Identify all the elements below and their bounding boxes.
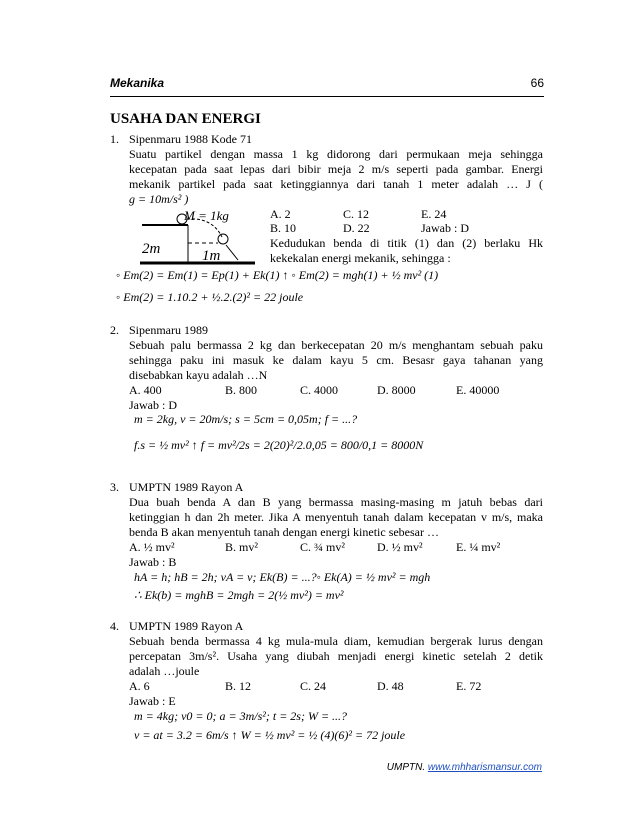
problem-4-option-a: A. 6 bbox=[129, 679, 150, 693]
problem-1-work-line: ◦ Em(2) = Em(1) = Ep(1) + Ek(1) ↑ ◦ Em(2) = mgh(1) + ½ mv² (1) bbox=[116, 268, 439, 282]
problem-2-number: 2. bbox=[110, 323, 119, 337]
table-projectile-figure bbox=[140, 205, 260, 265]
footer-website-link[interactable]: www.mhharismansur.com bbox=[427, 762, 542, 773]
problem-4-option-b: B. 12 bbox=[225, 679, 252, 693]
problem-2-option-a: A. 400 bbox=[129, 383, 162, 397]
problem-2-question-line: Sebuah palu bermassa 2 kg dan berkecepatan 20 m/s menghantam sebuah paku bbox=[129, 338, 543, 352]
running-header-section: Mekanika bbox=[110, 76, 165, 90]
problem-2-work-line: m = 2kg, v = 20m/s; s = 5cm = 0,05m; f = ...? bbox=[134, 412, 358, 426]
figure-point-height-label: 1m bbox=[202, 248, 221, 264]
problem-3-option-d: D. ½ mv² bbox=[377, 540, 423, 554]
problem-4-question-line: percepatan 3m/s². Usaha yang diubah menjadi energi kinetic setelah 2 detik bbox=[129, 649, 543, 663]
problem-1-explanation-line: kekekalan energi mekanik, sehingga : bbox=[270, 251, 451, 265]
problem-3-option-a: A. ½ mv² bbox=[129, 540, 175, 554]
header-rule bbox=[110, 96, 544, 97]
problem-4-option-d: D. 48 bbox=[377, 679, 404, 693]
problem-1-question-line: kecepatan pada saat lepas dari bibir meja 2 m/s seperti pada gambar. Energi bbox=[129, 162, 543, 176]
particle-in-air bbox=[218, 234, 228, 244]
problem-2-question-line: sehingga paku ini masuk ke dalam kayu 5 cm. Besasr gaya tahanan yang bbox=[129, 353, 543, 367]
problem-1-work-line: ◦ Em(2) = 1.10.2 + ½.2.(2)² = 22 joule bbox=[116, 290, 304, 304]
problem-4-answer: Jawab : E bbox=[129, 694, 176, 708]
footer-prefix: UMPTN. bbox=[386, 762, 426, 773]
problem-3-option-e: E. ¼ mv² bbox=[456, 540, 501, 554]
problem-1-option-c: C. 12 bbox=[343, 207, 370, 221]
problem-1-explanation-line: Kedudukan benda di titik (1) dan (2) berlaku Hk bbox=[270, 236, 543, 250]
problem-1-option-e: E. 24 bbox=[421, 207, 447, 221]
problem-2-option-c: C. 4000 bbox=[300, 383, 339, 397]
chapter-title: USAHA DAN ENERGI bbox=[110, 111, 261, 127]
problem-2-work-line: f.s = ½ mv² ↑ f = mv²/2s = 2(20)²/2.0,05 = 800/0,1 = 8000N bbox=[134, 438, 424, 452]
problem-3-work-line: hA = h; hB = 2h; vA = v; Ek(B) = ...?◦ Ek(A) = ½ mv² = mgh bbox=[134, 570, 431, 584]
problem-2-option-e: E. 40000 bbox=[456, 383, 500, 397]
problem-2-option-b: B. 800 bbox=[225, 383, 258, 397]
velocity-arrow bbox=[226, 245, 238, 260]
problem-4-number: 4. bbox=[110, 619, 119, 633]
page-footer bbox=[387, 760, 542, 775]
problem-3-number: 3. bbox=[110, 480, 119, 494]
problem-1-number: 1. bbox=[110, 132, 119, 146]
problem-1-question-line: Suatu partikel dengan massa 1 kg didorong dari permukaan meja sehingga bbox=[129, 147, 543, 161]
problem-1-source: Sipenmaru 1988 Kode 71 bbox=[129, 132, 252, 146]
problem-4-question-line: Sebuah benda bermassa 4 kg mula-mula diam, kemudian bergerak lurus dengan bbox=[129, 634, 543, 648]
problem-3-option-c: C. ¾ mv² bbox=[300, 540, 345, 554]
problem-3-question-line: ketinggian h dan 2h meter. Jika A menyentuh tanah dalam kecepatan v m/s, maka bbox=[129, 510, 543, 524]
problem-4-question-line: adalah …joule bbox=[129, 664, 200, 678]
problem-1-question-line: g = 10m/s² ) bbox=[129, 192, 189, 206]
problem-3-question-line: Dua buah benda A dan B yang bermassa masing-masing m jatuh bebas dari bbox=[129, 495, 543, 509]
problem-3-option-b: B. mv² bbox=[225, 540, 258, 554]
problem-4-option-c: C. 24 bbox=[300, 679, 327, 693]
problem-3-answer: Jawab : B bbox=[129, 555, 177, 569]
problem-1-option-b: B. 10 bbox=[270, 221, 297, 235]
problem-2-option-d: D. 8000 bbox=[377, 383, 416, 397]
problem-3-source: UMPTN 1989 Rayon A bbox=[129, 480, 244, 494]
problem-2-answer: Jawab : D bbox=[129, 398, 177, 412]
problem-1-answer: Jawab : D bbox=[421, 221, 469, 235]
problem-1-question-line: mekanik partikel pada saat ketinggiannya dari tanah 1 meter adalah … J ( bbox=[129, 177, 543, 191]
problem-2-question-line: disebabkan kayu adalah …N bbox=[129, 368, 268, 382]
figure-mass-label: M = 1kg bbox=[184, 208, 229, 223]
problem-3-question-line: benda B akan menyentuh tanah dengan energi kinetic sebesar … bbox=[129, 525, 440, 539]
problem-4-option-e: E. 72 bbox=[456, 679, 482, 693]
page-number: 66 bbox=[530, 76, 544, 90]
problem-3-work-line: ∴ Ek(b) = mghB = 2mgh = 2(½ mv²) = mv² bbox=[134, 588, 344, 602]
problem-2-source: Sipenmaru 1989 bbox=[129, 323, 208, 337]
problem-4-work-line: m = 4kg; v0 = 0; a = 3m/s²; t = 2s; W = ...? bbox=[134, 709, 348, 723]
problem-4-work-line: v = at = 3.2 = 6m/s ↑ W = ½ mv² = ½ (4)(6)² = 72 joule bbox=[134, 728, 406, 742]
problem-4-source: UMPTN 1989 Rayon A bbox=[129, 619, 244, 633]
problem-1-option-a: A. 2 bbox=[270, 207, 291, 221]
problem-1-option-d: D. 22 bbox=[343, 221, 370, 235]
figure-table-height-label: 2m bbox=[142, 241, 161, 257]
